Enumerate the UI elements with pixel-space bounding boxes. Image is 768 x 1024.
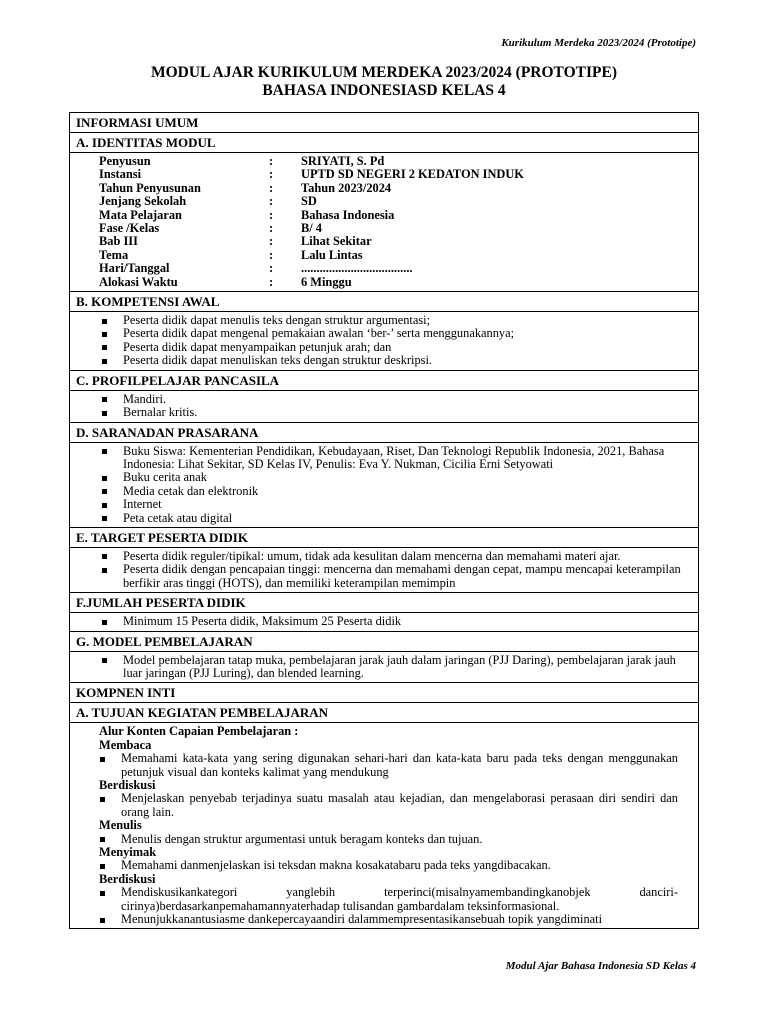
list-item: Peserta didik dapat menuliskan teks dengan struktur deskripsi.	[101, 354, 692, 367]
identitas-row	[99, 209, 715, 222]
identitas-row	[99, 168, 715, 181]
identitas-row	[99, 276, 715, 289]
identitas-row	[99, 222, 715, 235]
list-item: Memahami kata-kata yang sering digunakan sehari-hari dan kata-kata baru pada teks dengan menggunakan petunjuk visual dan konteks kalimat yang mendukung	[99, 752, 678, 779]
identitas-key: Penyusun	[99, 154, 151, 168]
section-jumlah-peserta: F.JUMLAH PESERTA DIDIK	[70, 593, 699, 613]
identitas-value: Bahasa Indonesia	[301, 207, 395, 222]
identitas-row	[99, 249, 715, 262]
identitas-value: B/ 4	[301, 221, 322, 236]
module-table	[69, 112, 699, 929]
section-identitas-modul: A. IDENTITAS MODUL	[70, 133, 699, 153]
list-item: Internet	[101, 498, 692, 511]
identitas-sep: :	[269, 207, 274, 222]
identitas-key: Hari/Tanggal	[99, 261, 170, 276]
identitas-row	[99, 262, 715, 275]
section-sarana-prasarana: D. SARANADAN PRASARANA	[70, 422, 699, 442]
title-line-1: MODUL AJAR KURIKULUM MERDEKA 2023/2024 (PROTOTIPE)	[150, 64, 618, 81]
identitas-sep: :	[269, 180, 274, 195]
list-item: Model pembelajaran tatap muka, pembelajaran jarak jauh dalam jaringan (PJJ Daring), pembelajaran jarak jauh luar jaringan (PJJ Luring), dan blended learning.	[101, 654, 692, 681]
list-item: Buku cerita anak	[101, 471, 692, 484]
title-line-2: BAHASA INDONESIASD KELAS 4	[262, 82, 506, 99]
running-footer: Modul Ajar Bahasa Indonesia SD Kelas 4	[505, 960, 696, 972]
identitas-sep: :	[269, 154, 274, 168]
section-kompetensi-awal: B. KOMPETENSI AWAL	[70, 292, 699, 312]
profil-list	[76, 393, 692, 420]
identitas-row	[99, 195, 715, 208]
identitas-key: Jenjang Sekolah	[99, 194, 187, 209]
section-model-pembelajaran: G. MODEL PEMBELAJARAN	[70, 631, 699, 651]
list-item: Buku Siswa: Kementerian Pendidikan, Kebudayaan, Riset, Dan Teknologi Republik Indonesia, 2021, Bahasa Indonesia: Lihat Sekitar, SD Kelas IV, Penulis: Eva Y. Nukman, Cicilia Erni Setyowati	[101, 445, 692, 472]
sarana-body	[70, 442, 699, 527]
kompetensi-list	[76, 314, 692, 368]
identitas-value: Tahun 2023/2024	[301, 180, 392, 195]
section-informasi-umum: INFORMASI UMUM	[70, 113, 699, 133]
identitas-key: Tahun Penyusunan	[99, 180, 201, 195]
profil-body	[70, 390, 699, 422]
identitas-key: Alokasi Waktu	[99, 274, 178, 289]
identitas-key: Fase /Kelas	[99, 221, 160, 236]
identitas-key: Tema	[99, 247, 129, 262]
tujuan-body	[70, 723, 699, 929]
identitas-key: Bab III	[99, 234, 138, 249]
membaca-list	[99, 752, 678, 779]
list-item: Peserta didik dapat mengenal pemakaian awalan ‘ber-’ serta menggunakannya;	[101, 327, 692, 340]
identitas-value: Lihat Sekitar	[301, 234, 372, 249]
jumlah-body	[70, 613, 699, 631]
identitas-sep: :	[269, 261, 274, 276]
list-item: Menulis dengan struktur argumentasi untuk beragam konteks dan tujuan.	[99, 833, 678, 846]
list-item: Peserta didik reguler/tipikal: umum, tidak ada kesulitan dalam mencerna dan memahami materi ajar.	[101, 550, 692, 563]
section-target-peserta: E. TARGET PESERTA DIDIK	[70, 527, 699, 547]
section-komponen-inti: KOMPNEN INTI	[70, 683, 699, 703]
identitas-row	[99, 235, 715, 248]
jumlah-list	[76, 615, 692, 628]
section-tujuan-kegiatan: A. TUJUAN KEGIATAN PEMBELAJARAN	[70, 703, 699, 723]
list-item: Bernalar kritis.	[101, 406, 692, 419]
sarana-list	[76, 445, 692, 525]
kompetensi-body	[70, 312, 699, 371]
menyimak-list	[99, 859, 678, 872]
document-title	[0, 64, 768, 100]
identitas-value: Lalu Lintas	[301, 247, 363, 262]
list-item: Mandiri.	[101, 393, 692, 406]
identitas-value: SRIYATI, S. Pd	[301, 154, 385, 168]
list-item: Minimum 15 Peserta didik, Maksimum 25 Peserta didik	[101, 615, 692, 628]
identitas-sep: :	[269, 234, 274, 249]
identitas-value: UPTD SD NEGERI 2 KEDATON INDUK	[301, 167, 524, 182]
model-list	[76, 654, 692, 681]
identitas-sep: :	[269, 247, 274, 262]
menulis-list	[99, 833, 678, 846]
membaca-heading: Membaca	[99, 737, 152, 752]
berdiskusi-heading-2: Berdiskusi	[99, 871, 156, 886]
identitas-key: Instansi	[99, 167, 142, 182]
target-list	[76, 550, 692, 590]
identitas-value: 6 Minggu	[301, 274, 352, 289]
target-body	[70, 547, 699, 592]
model-body	[70, 651, 699, 683]
list-item: Menjelaskan penyebab terjadinya suatu masalah atau kejadian, dan mengelaborasi perasaan diri sendiri dan orang lain.	[99, 792, 678, 819]
menulis-heading: Menulis	[99, 818, 142, 833]
identitas-value: ....................................	[301, 261, 413, 276]
list-item: Peta cetak atau digital	[101, 512, 692, 525]
list-item: Media cetak dan elektronik	[101, 485, 692, 498]
list-item: Peserta didik dengan pencapaian tinggi: mencerna dan memahami dengan cepat, mampu mencapai keterampilan berfikir aras tinggi (HOTS), dan memiliki keterampilan memimpin	[101, 563, 692, 590]
list-item: Peserta didik dapat menyampaikan petunjuk arah; dan	[101, 341, 692, 354]
identitas-sep: :	[269, 221, 274, 236]
identitas-sep: :	[269, 194, 274, 209]
identitas-sep: :	[269, 274, 274, 289]
list-item: Mendiskusikankategori yanglebih terperinci(misalnyamembandingkanobjek danciri-cirinya)berdasarkanpemahamannyaterhadap tulisandan gambardalam teksinformasional.	[99, 886, 678, 913]
berdiskusi-list-2	[99, 886, 678, 926]
list-item: Peserta didik dapat menulis teks dengan struktur argumentasi;	[101, 314, 692, 327]
identitas-row	[99, 182, 715, 195]
alur-konten-heading: Alur Konten Capaian Pembelajaran :	[99, 724, 299, 739]
berdiskusi-list	[99, 792, 678, 819]
identitas-key: Mata Pelajaran	[99, 207, 182, 222]
identitas-list	[99, 155, 715, 289]
identitas-value: SD	[301, 194, 317, 209]
menyimak-heading: Menyimak	[99, 845, 157, 860]
berdiskusi-heading: Berdiskusi	[99, 778, 156, 792]
identitas-row	[99, 155, 715, 168]
identitas-sep: :	[269, 167, 274, 182]
section-profil-pelajar: C. PROFILPELAJAR PANCASILA	[70, 370, 699, 390]
list-item: Menunjukkanantusiasme dankepercayaandiri dalammempresentasikansebuah topik yangdiminati	[99, 913, 678, 926]
running-header: Kurikulum Merdeka 2023/2024 (Prototipe)	[501, 37, 696, 49]
list-item: Memahami danmenjelaskan isi teksdan makna kosakatabaru pada teks yangdibacakan.	[99, 859, 678, 872]
identitas-body	[70, 153, 699, 292]
